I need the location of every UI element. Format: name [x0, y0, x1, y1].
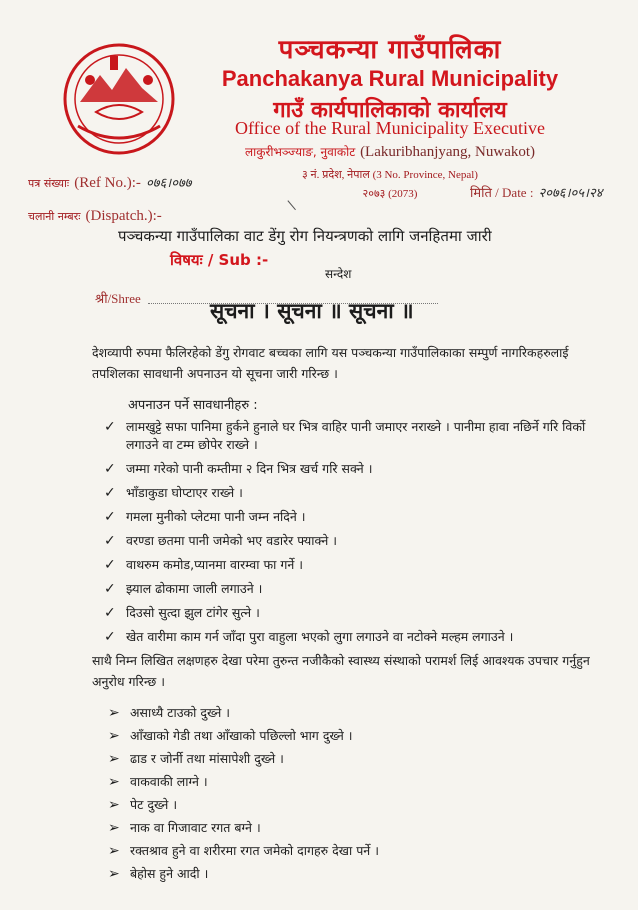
arrow-bullet-icon: ➢: [108, 866, 120, 882]
arrow-bullet-icon: ➢: [108, 820, 120, 836]
checkmark-icon: ✓: [104, 485, 116, 501]
list-item: ✓ गमला मुनीको प्लेटमा पानी जम्न नदिने ।: [104, 509, 306, 525]
list-item: ✓ खेत वारीमा काम गर्न जाँदा पुरा वाहुला भएको लुगा लगाउने वा नटोक्ने मल्हम लगाउने ।: [104, 629, 514, 645]
precautions-list: [104, 418, 596, 652]
list-item: ➢ असाध्यै टाउको दुख्ने ।: [108, 705, 231, 721]
list-item: ➢ वाकवाकी लाग्ने ।: [108, 774, 208, 790]
list-item: ✓ लामखुट्टे सफा पानिमा हुर्कने हुनाले घर भित्र वाहिर पानी जमाएर नराख्ने । पानीमा हावा नछिर्ने गरि विर्को लगाउने वा टम्म छोपेर राख्ने ।: [104, 419, 586, 452]
list-item: ➢ पेट दुख्ने ।: [108, 797, 178, 813]
ref-number-value: ०७६।०७७: [145, 175, 192, 190]
list-item: ➢ रक्तश्राव हुने वा शरीरमा रगत जमेको दागहरु देखा पर्ने ।: [108, 843, 379, 859]
address-english: (Lakuribhanjyang, Nuwakot): [360, 144, 536, 160]
arrow-bullet-icon: ➢: [108, 705, 120, 721]
subject-text: पञ्चकन्या गाउँपालिका वाट डेंगु रोग नियन्त्रणको लागि जनहितमा जारी: [118, 227, 492, 245]
list-item: ➢ नाक वा गिजावाट रगत बग्ने ।: [108, 820, 261, 836]
arrow-bullet-icon: ➢: [108, 843, 120, 859]
ref-label-nepali: पत्र संख्याः: [28, 177, 70, 190]
list-item: ➢ बेहोस हुने आदी ।: [108, 866, 209, 882]
government-emblem: [60, 40, 178, 158]
shree-label: श्री/Shree: [95, 291, 141, 306]
dispatch-row: [28, 205, 162, 225]
ref-number-row: [28, 172, 191, 192]
list-item: ✓ जम्मा गरेको पानी कम्तीमा २ दिन भित्र खर्च गरि सक्ने ।: [104, 461, 373, 477]
list-item: ➢ आँखाको गेडी तथा आँखाको पछिल्लो भाग दुख्ने ।: [108, 728, 353, 744]
list-item: ✓ वाथरुम कमोड,प्यानमा वारम्वा फा गर्ने ।: [104, 557, 304, 573]
checkmark-icon: ✓: [104, 533, 116, 549]
symptoms-intro: साथै निम्न लिखित लक्षणहरु देखा परेमा तुरुन्त नजीकैको स्वास्थ्य संस्थाको परामर्श लिई आवश्यक उपचार गर्नुहुन अनुरोध गरिन्छ ।: [92, 653, 590, 689]
municipality-name-nepali: पञ्चकन्या गाउँपालिका: [278, 35, 502, 65]
ref-label-english: (Ref No.):-: [74, 175, 141, 191]
list-item: ✓ भाँडाकुडा घोप्टाएर राख्ने ।: [104, 485, 243, 501]
list-item: ➢ ढाड र जोर्नी तथा मांसापेशी दुख्ने ।: [108, 751, 284, 767]
checkmark-icon: ✓: [104, 509, 116, 525]
year-line: २०७३ (2073): [362, 188, 418, 200]
checkmark-icon: ✓: [104, 461, 116, 477]
municipality-name-english: Panchakanya Rural Municipality: [221, 66, 559, 91]
checkmark-icon: ✓: [104, 605, 116, 621]
symptoms-list: [108, 704, 600, 888]
dispatch-label-english: (Dispatch.):-: [85, 208, 162, 224]
list-item: ✓ दिउसो सुत्दा झुल टांगेर सुत्ने ।: [104, 605, 260, 621]
office-name-english: Office of the Rural Municipality Executive: [234, 118, 546, 138]
checkmark-icon: ✓: [104, 557, 116, 573]
date-row: [470, 182, 602, 201]
subject-label: विषयः / Sub :-: [170, 251, 269, 269]
province-line: ३ नं. प्रदेश, नेपाल (3 No. Province, Nepal): [302, 169, 478, 181]
dispatch-label-nepali: चलानी नम्बरः: [28, 210, 81, 223]
address-nepali: लाकुरीभञ्ज्याङ, नुवाकोट: [244, 145, 356, 159]
arrow-bullet-icon: ➢: [108, 797, 120, 813]
date-label: मिति / Date :: [470, 185, 534, 200]
checkmark-icon: ✓: [104, 581, 116, 597]
arrow-bullet-icon: ➢: [108, 774, 120, 790]
checkmark-icon: ✓: [104, 629, 116, 645]
arrow-bullet-icon: ➢: [108, 728, 120, 744]
notice-title: सूचना । सूचना ॥ सूचना ॥: [210, 299, 414, 323]
date-value: २०७६।०५।२४: [538, 185, 603, 200]
arrow-bullet-icon: ➢: [108, 751, 120, 767]
checkmark-icon: ✓: [104, 419, 116, 435]
list-item: ✓ झ्याल ढोकामा जाली लगाउने ।: [104, 581, 263, 597]
message-label: सन्देश: [325, 267, 352, 281]
precautions-heading: अपनाउन पर्ने सावधानीहरु :: [128, 398, 258, 413]
intro-paragraph: देशव्यापी रुपमा फैलिरहेको डेंगु रोगवाट बच्चका लागि यस पञ्चकन्या गाउँपालिकाका सम्पुर्ण नागरिकहरुलाई तपशिलका सावधानी अपनाउन यो सूचना जारी गरिन्छ ।: [92, 345, 569, 381]
office-name-nepali: गाउँ कार्यपालिकाको कार्यालय: [273, 98, 507, 123]
address-line: [200, 142, 580, 161]
list-item: ✓ वरण्डा छतमा पानी जमेको भए वडारेर फ्याक्ने ।: [104, 533, 337, 549]
